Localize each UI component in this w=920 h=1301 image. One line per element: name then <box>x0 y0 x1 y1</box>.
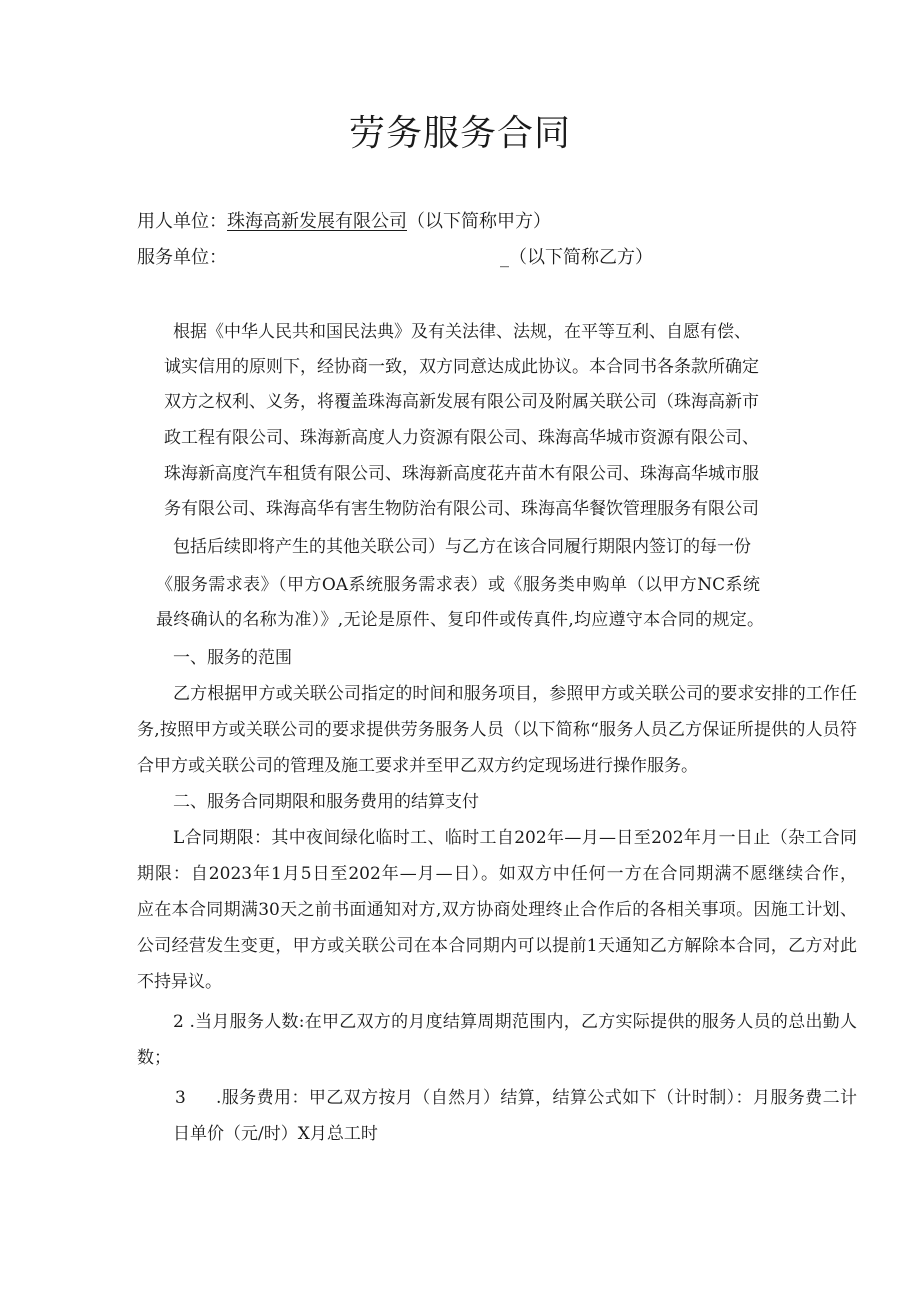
section1-line: 务,按照甲方或关联公司的要求提供劳务服务人员（以下简称“服务人员乙方保证所提供的人员符 <box>137 720 857 740</box>
section2-item3-number: 3 <box>175 1088 186 1108</box>
provider-label: 服务单位： <box>137 247 227 268</box>
preamble-line: 《服务需求表》（甲方OA系统服务需求表）或《服务类申购单（以甲方NC系统 <box>156 575 760 595</box>
page-title: 劳务服务合同 <box>348 113 571 154</box>
preamble-line: 最终确认的名称为准）》,无论是原件、复印件或传真件,均应遵守本合同的规定。 <box>156 610 764 630</box>
employer-line <box>137 210 551 234</box>
section2-item1-line: 期限：自2023年1月5日至202年—月—日）。如双方中任何一方在合同期满不愿继续合作， <box>137 864 857 884</box>
preamble-line: 政工程有限公司、珠海新高度人力资源有限公司、珠海高华城市资源有限公司、 <box>164 428 759 448</box>
provider-name-blank: _ <box>500 247 509 268</box>
section2-item3-line: .服务费用：甲乙双方按月（自然月）结算，结算公式如下（计时制）：月服务费二计 <box>216 1088 857 1108</box>
section2-item2-line: 数； <box>137 1048 171 1068</box>
provider-line <box>137 246 653 270</box>
section2-item1-line: 不持异议。 <box>137 972 222 992</box>
section2-item1-line: 应在本合同期满30天之前书面通知对方,双方协商处理终止合作后的各相关事项。因施工计划、 <box>137 900 857 920</box>
preamble-line: 双方之权利、义务，将覆盖珠海高新发展有限公司及附属关联公司（珠海高新市 <box>164 392 759 412</box>
section2-item1-line: 公司经营发生变更，甲方或关联公司在本合同期内可以提前1天通知乙方解除本合同，乙方对此 <box>137 936 857 956</box>
section-heading: 二、服务合同期限和服务费用的结算支付 <box>173 792 479 812</box>
section1-line: 乙方根据甲方或关联公司指定的时间和服务项目，参照甲方或关联公司的要求安排的工作任 <box>173 684 857 704</box>
section-heading: 一、服务的范围 <box>173 648 292 668</box>
section2-item2-line: 2 .当月服务人数:在甲乙双方的月度结算周期范围内，乙方实际提供的服务人员的总出勤人 <box>173 1012 857 1032</box>
employer-label: 用人单位： <box>137 211 227 232</box>
preamble-line: 珠海新高度汽车租赁有限公司、珠海新高度花卉苗木有限公司、珠海高华城市服 <box>164 464 759 484</box>
preamble-line: 包括后续即将产生的其他关联公司）与乙方在该合同履行期限内签订的每一份 <box>173 537 751 557</box>
employer-name: 珠海高新发展有限公司 <box>227 211 407 232</box>
provider-suffix: （以下简称乙方） <box>509 247 653 268</box>
section2-item3-line: 日单价（元/时）X月总工时 <box>173 1124 378 1144</box>
section1-line: 合甲方或关联公司的管理及施工要求并至甲乙双方约定现场进行操作服务。 <box>137 756 698 776</box>
section2-item1-line: L合同期限：其中夜间绿化临时工、临时工自202年—月—日至202年月一日止（杂工合同 <box>173 828 857 848</box>
employer-suffix: （以下简称甲方） <box>407 211 551 232</box>
preamble-line: 根据《中华人民共和国民法典》及有关法律、法规，在平等互利、自愿有偿、 <box>173 322 751 342</box>
preamble-line: 务有限公司、珠海高华有害生物防治有限公司、珠海高华餐饮管理服务有限公司 <box>164 499 759 519</box>
preamble-line: 诚实信用的原则下，经协商一致，双方同意达成此协议。本合同书各条款所确定 <box>164 357 759 377</box>
